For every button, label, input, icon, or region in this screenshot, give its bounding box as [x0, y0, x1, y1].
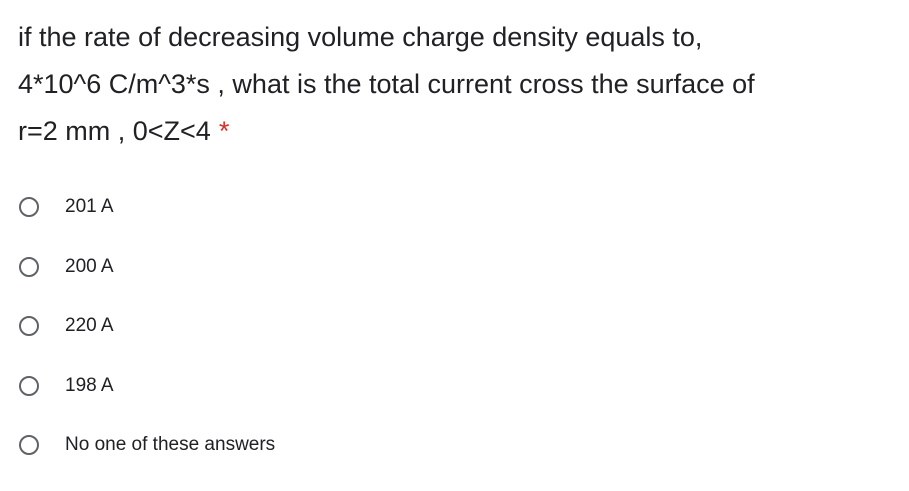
question-text	[18, 14, 903, 155]
option-label: No one of these answers	[65, 434, 276, 455]
option-220-a[interactable]	[18, 306, 898, 346]
radio-button-icon[interactable]	[19, 435, 39, 455]
option-198-a[interactable]	[18, 366, 898, 406]
option-200-a[interactable]	[18, 247, 898, 287]
radio-button-icon[interactable]	[19, 257, 39, 277]
radio-button-icon[interactable]	[19, 376, 39, 396]
required-asterisk: *	[218, 116, 230, 146]
question-line-2: 4*10^6 C/m^3*s , what is the total current cross the surface of	[18, 69, 755, 99]
option-none-of-these[interactable]	[18, 425, 898, 465]
option-label: 201 A	[65, 196, 114, 217]
answer-options	[18, 187, 898, 485]
option-label: 198 A	[65, 374, 114, 396]
radio-button-icon[interactable]	[19, 197, 39, 217]
question-line-3	[18, 108, 903, 155]
option-label: 220 A	[65, 315, 114, 336]
option-label: 200 A	[65, 255, 114, 277]
question-line-1: if the rate of decreasing volume charge density equals to,	[18, 22, 703, 52]
radio-button-icon[interactable]	[19, 316, 39, 336]
question-line-3-text: r=2 mm , 0<Z<4	[18, 116, 211, 146]
option-201-a[interactable]	[18, 187, 898, 227]
